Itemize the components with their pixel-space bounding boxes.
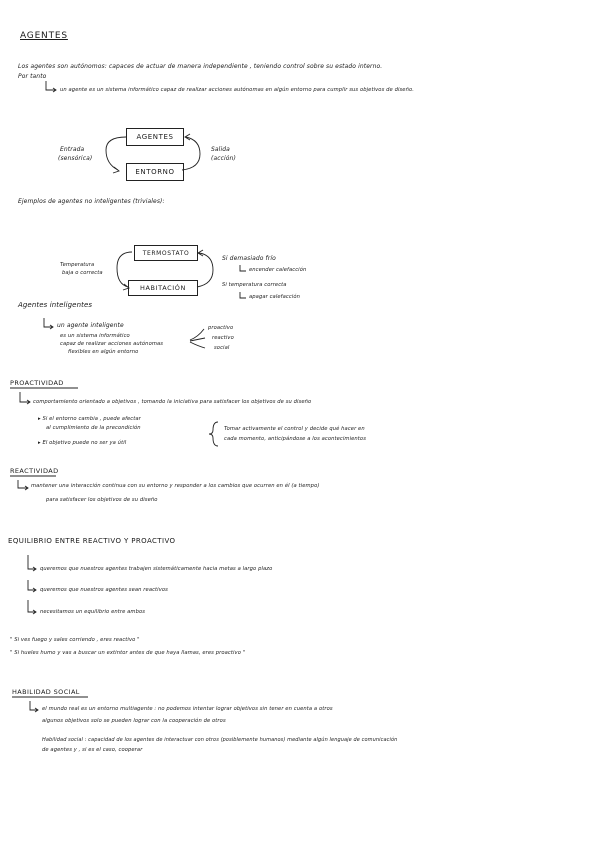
proactividad-bullet-1b: al cumplimiento de la precondición [46,425,141,431]
social-line-1: el mundo real es un entorno multiagente : no podemos intentar lograr objetivos sin tener en cuenta a otros [42,706,333,712]
intelligent-line-1: un agente inteligente [57,322,124,329]
prop-reactivo: reactivo [212,335,234,341]
social-heading: HABILIDAD SOCIAL [12,688,80,696]
prop-social: social [214,345,230,351]
equilibrio-quote-1: " Si ves fuego y sales corriendo , eres reactivo " [10,637,140,643]
equilibrio-heading: EQUILIBRIO ENTRE REACTIVO Y PROACTIVO [8,537,176,545]
intro-line-2: Por tanto [18,73,47,80]
proactividad-note-2: cada momento, anticipándose a los acontecimientos [224,436,367,442]
diagram1-right-arrow [182,137,200,170]
reactividad-line-2: para satisfacer los objetivos de su diseño [46,497,158,503]
examples-left-label-2: baja o correcta [62,270,103,276]
proactividad-line-1: comportamiento orientado a objetivos , tomando la iniciativa para satisfacer los objetivos de su diseño [33,399,312,405]
intro-arrow [46,81,56,90]
equilibrio-quote-2: " Si hueles humo y vas a buscar un extintor antes de que haya llamas, eres proactivo " [10,650,246,656]
rule-1-action: encender calefacción [249,267,307,273]
diagram1-left-label-1: Entrada [60,146,85,153]
diagram1-right-label-1: Salida [211,146,230,153]
rule-2-action: apagar calefacción [249,294,300,300]
intelligent-line-2: es un sistema informático [60,333,130,339]
examples-heading: Ejemplos de agentes no inteligentes (triviales): [18,198,165,205]
prop-proactivo: proactivo [208,325,234,331]
intelligent-heading: Agentes inteligentes [18,301,93,309]
page-title: AGENTES [20,31,68,41]
intro-line-1: Los agentes son autónomos: capaces de actuar de manera independiente , teniendo control sobre su estado interno. [18,63,383,70]
reactividad-line-1: mantener una interacción continua con su entorno y responder a los cambios que ocurren en él (a tiempo) [31,483,320,489]
agentes-box: AGENTES [126,128,184,146]
social-def-1: Habilidad social : capacidad de los agentes de interactuar con otros (posiblemente humanos) mediante algún lenguaje de comunicación [42,737,398,743]
rule-1: Si demasiado frío [222,255,276,262]
brace [209,422,218,446]
rule-2: Si temperatura correcta [222,282,287,288]
habitacion-box: HABITACIÓN [128,280,198,296]
equilibrio-item-2: queremos que nuestros agentes sean reactivos [40,587,168,593]
props-connector-1 [190,329,204,340]
proactividad-note-1: Tomar activamente el control y decide qué hacer en [224,426,365,432]
entorno-box: ENTORNO [126,163,184,181]
intelligent-arrow [44,318,53,327]
equilibrio-item-3: necesitamos un equilibrio entre ambos [40,609,146,615]
social-def-2: de agentes y , si es el caso, cooperar [42,747,143,753]
social-line-2: algunos objetivos solo se pueden lograr con la cooperación de otros [42,718,226,724]
proactividad-heading: PROACTIVIDAD [10,379,64,387]
diagram1-right-label-2: (acción) [211,155,236,162]
intro-line-3: un agente es un sistema informático capaz de realizar acciones autónomas en algún entorno para cumplir sus objetivos de diseño. [60,87,415,93]
termostato-box: TERMOSTATO [134,245,198,261]
equilibrio-item-1: queremos que nuestros agentes trabajen sistemáticamente hacia metas a largo plazo [40,566,273,572]
diagram2-right-arrow [197,253,213,287]
proactividad-bullet-2: ▸ El objetivo puede no ser ya útil [38,440,127,446]
intelligent-line-4: flexibles en algún entorno [68,349,139,355]
examples-left-label-1: Temperatura [60,262,95,268]
intelligent-line-3: capaz de realizar acciones autónomas [60,341,164,347]
reactividad-heading: REACTIVIDAD [10,467,59,475]
proactividad-bullet-1a: ▸ Si el entorno cambia , puede afectar [38,416,141,422]
diagram1-left-arrow [106,137,126,170]
diagram1-left-label-2: (sensórica) [58,155,93,162]
